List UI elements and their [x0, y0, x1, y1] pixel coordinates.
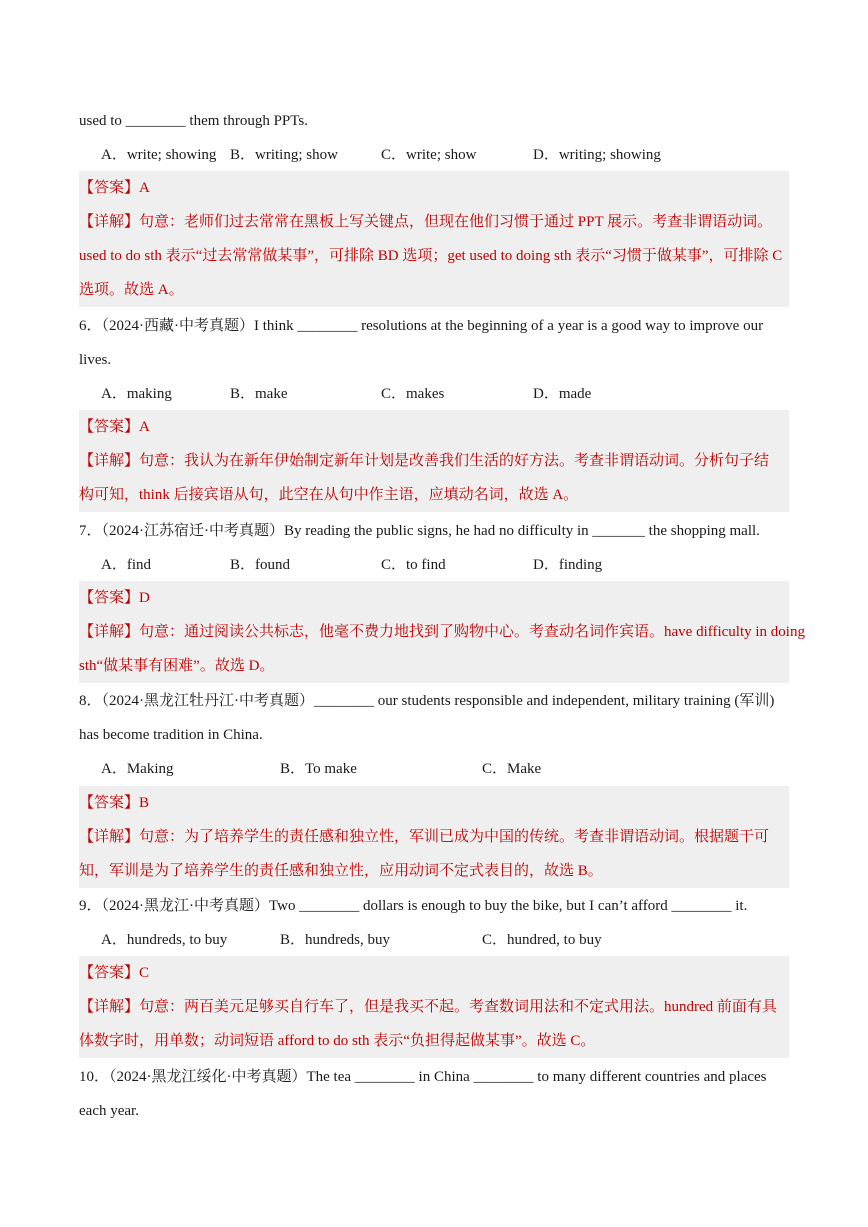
q9-explain-1: 【详解】句意：两百美元足够买自行车了，但是我买不起。考查数词用法和不定式用法。hundred 前面有具: [79, 999, 777, 1015]
q7-stem-1: 7．（2024·江苏宿迁·中考真题）By reading the public signs, he had no difficulty in _______ the shopping mall.: [79, 523, 760, 539]
q9-explain-2: 体数字时，用单数；动词短语 afford to do sth 表示“负担得起做某事”。故选 C。: [79, 1033, 596, 1049]
q7-option-c: C．to find: [381, 557, 446, 573]
q5-option-d: D．writing; showing: [533, 147, 661, 163]
q8-answer-block: [79, 786, 789, 888]
q7-option-d: D．finding: [533, 557, 603, 573]
q6-option-a: A．making: [101, 386, 172, 402]
q8-explain-1: 【详解】句意：为了培养学生的责任感和独立性，军训已成为中国的传统。考查非谓语动词。根据题干可: [79, 829, 770, 845]
q9-option-b: B．hundreds, buy: [280, 932, 390, 948]
q7-option-a: A．find: [101, 557, 151, 573]
q9-options: [79, 923, 789, 957]
q7-explain-2: sth“做某事有困难”。故选 D。: [79, 658, 275, 674]
q9-option-c: C．hundred, to buy: [482, 932, 602, 948]
q5-option-b: B．writing; show: [230, 147, 338, 163]
q5-explain-1: 【详解】句意：老师们过去常常在黑板上写关键点，但现在他们习惯于通过 PPT 展示。考查非谓语动词。: [79, 214, 773, 230]
q7-option-b: B．found: [230, 557, 291, 573]
q6-stem-1: 6．（2024·西藏·中考真题）I think ________ resolutions at the beginning of a year is a good way to improve our: [79, 318, 764, 334]
q6-option-c: C．makes: [381, 386, 445, 402]
q7-answer-block: [79, 581, 805, 683]
q8-options: [79, 752, 789, 786]
q7-answer: 【答案】D: [79, 590, 150, 606]
q8-option-c: C．Make: [482, 761, 542, 777]
q7-options: [79, 548, 789, 582]
q5-option-c: C．write; show: [381, 147, 477, 163]
q9-stem-1: 9．（2024·黑龙江·中考真题）Two ________ dollars is enough to buy the bike, but I can’t afford ________ it.: [79, 898, 748, 914]
q5-explain-3: 选项。故选 A。: [79, 282, 184, 298]
q5-answer: 【答案】A: [79, 180, 150, 196]
q8-stem-1: 8．（2024·黑龙江牡丹江·中考真题）________ our students responsible and independent, military training (军训): [79, 693, 775, 709]
q5-stem-tail: used to ________ them through PPTs.: [79, 113, 308, 129]
q8-explain-2: 知，军训是为了培养学生的责任感和独立性，应用动词不定式表目的，故选 B。: [79, 863, 603, 879]
q5-options: [79, 138, 789, 172]
q5-answer-block: [79, 171, 789, 307]
q10-stem-2: each year.: [79, 1103, 139, 1119]
q5-option-a: A．write; showing: [101, 147, 217, 163]
q8-option-a: A．Making: [101, 761, 174, 777]
q6-option-d: D．made: [533, 386, 592, 402]
q8-option-b: B．To make: [280, 761, 357, 777]
q9-answer-block: [79, 956, 789, 1058]
q6-explain-2: 构可知，think 后接宾语从句，此空在从句中作主语，应填动名词，故选 A。: [79, 487, 579, 503]
q7-explain-1: 【详解】句意：通过阅读公共标志，他毫不费力地找到了购物中心。考查动名词作宾语。have difficulty in doing: [79, 624, 805, 640]
q6-stem-2: lives.: [79, 352, 112, 368]
q9-option-a: A．hundreds, to buy: [101, 932, 228, 948]
q6-answer-block: [79, 410, 789, 512]
q6-explain-1: 【详解】句意：我认为在新年伊始制定新年计划是改善我们生活的好方法。考查非谓语动词。分析句子结: [79, 453, 770, 469]
q6-option-b: B．make: [230, 386, 288, 402]
q6-options: [79, 377, 789, 411]
q8-answer: 【答案】B: [79, 795, 150, 811]
q9-answer: 【答案】C: [79, 965, 150, 981]
q5-explain-2: used to do sth 表示“过去常常做某事”，可排除 BD 选项；get used to doing sth 表示“习惯于做某事”，可排除 C: [79, 248, 783, 264]
q6-answer: 【答案】A: [79, 419, 150, 435]
q10-stem-1: 10．（2024·黑龙江绥化·中考真题）The tea ________ in China ________ to many different countries and places: [79, 1069, 767, 1085]
q8-stem-2: has become tradition in China.: [79, 727, 263, 743]
